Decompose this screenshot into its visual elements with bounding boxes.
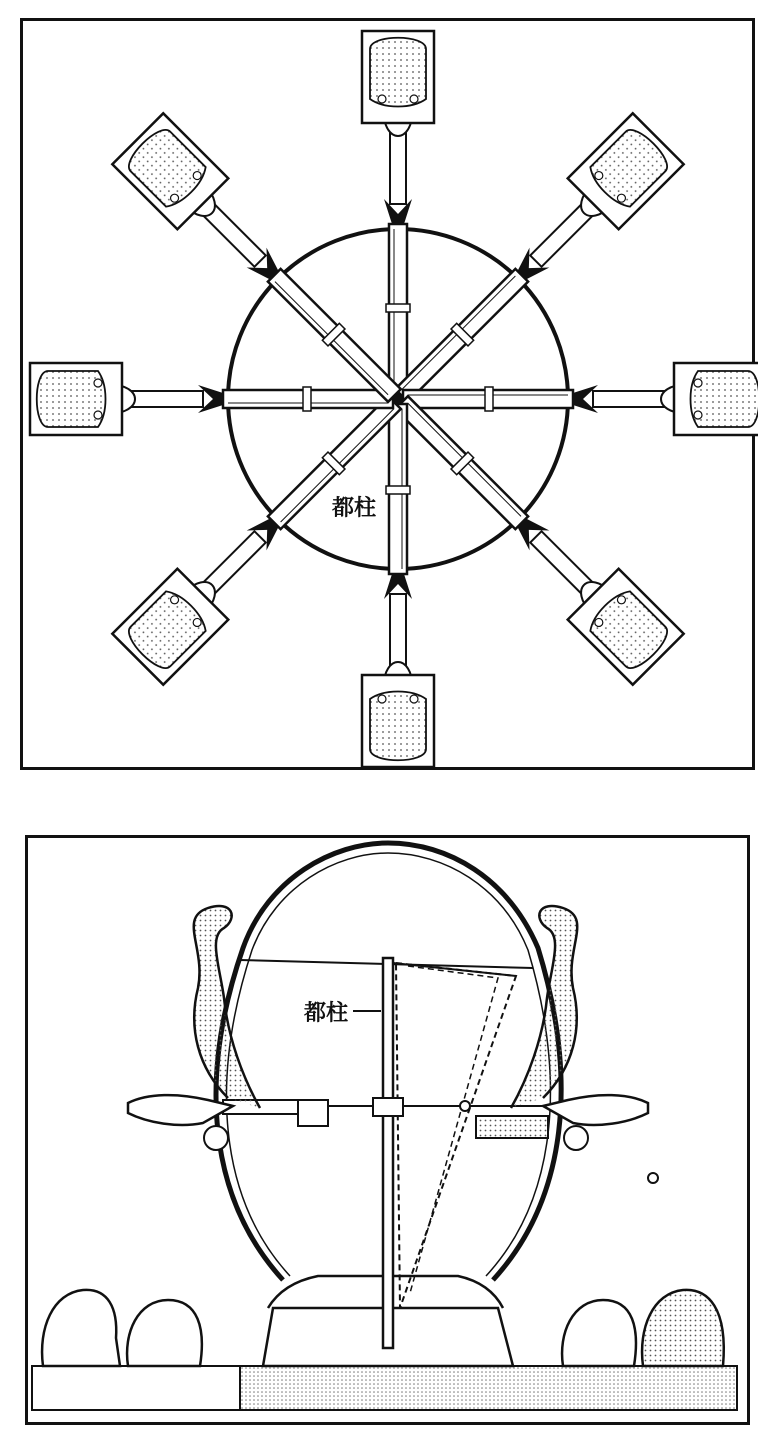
side-pillar-leader-line (353, 1010, 381, 1012)
toad-icon (42, 1290, 120, 1366)
radial-arm (30, 363, 393, 435)
pillar-rod (383, 958, 393, 1348)
toad-icon (642, 1290, 724, 1366)
center-pivot (393, 394, 403, 404)
side-view-panel (25, 835, 750, 1425)
toad-icon (127, 1300, 202, 1366)
radial-arm (112, 113, 420, 421)
radial-arm (403, 363, 758, 435)
base-slab-shaded (240, 1366, 737, 1410)
radial-arm (376, 377, 684, 685)
radial-arm (362, 404, 434, 767)
top-view-diagram (23, 21, 758, 773)
radial-arm (362, 31, 434, 394)
top-pillar-label: 都柱 (331, 491, 377, 522)
toad-icon (562, 1300, 636, 1366)
top-view-panel (20, 18, 755, 770)
radial-arm (376, 113, 684, 421)
side-view-diagram (28, 838, 753, 1428)
radial-arm (112, 377, 420, 685)
side-pillar-label: 都柱 (303, 996, 349, 1027)
